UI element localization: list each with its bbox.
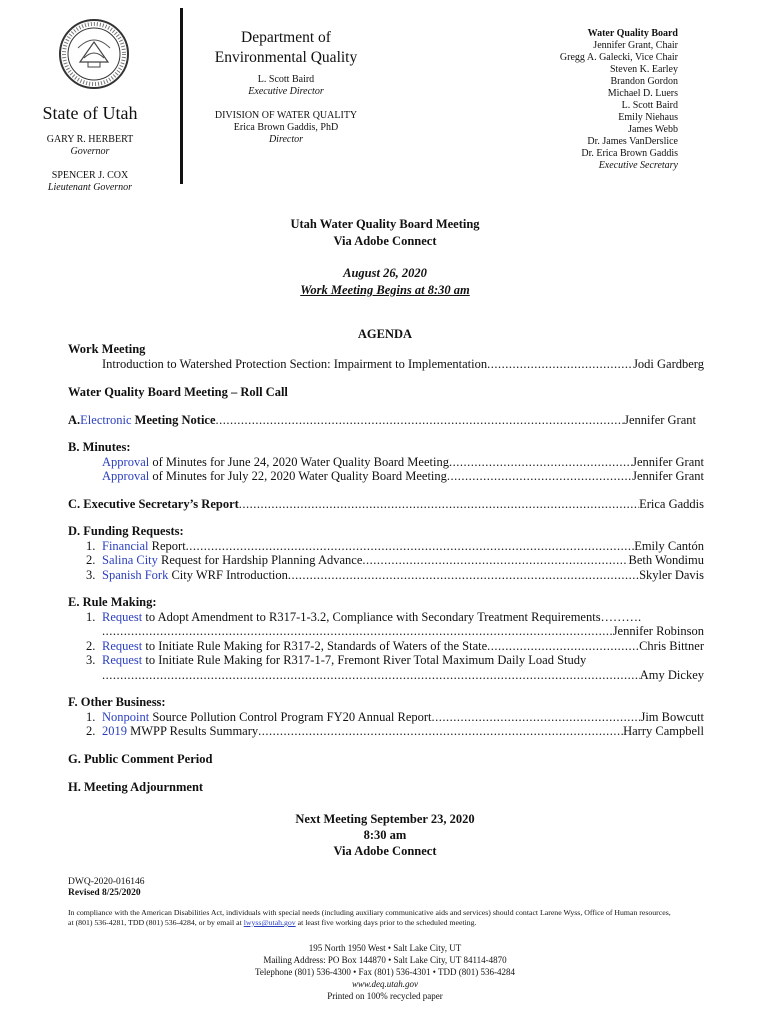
agenda-item [68, 639, 704, 654]
section-a-presenter: Jennifer Grant [624, 412, 696, 427]
section-a-prefix: A. [68, 412, 81, 427]
section-a-title: Meeting Notice [131, 412, 216, 427]
governor-name: GARY R. HERBERT [46, 134, 134, 145]
agenda-item-continuation [68, 668, 704, 683]
board-member: Dr. James VanDerslice [587, 136, 678, 147]
agenda-item-presenter: Skyler Davis [639, 567, 704, 582]
agenda-item-text: to Adopt Amendment to R317-1-3.2, Compliance with Secondary Treatment Requirements………. [142, 609, 642, 624]
agenda-item-text: of Minutes for June 24, 2020 Water Quality Board Meeting [149, 454, 449, 469]
agenda-item [68, 710, 704, 725]
leader-dots [102, 668, 640, 683]
section-f-heading: F. Other Business: [68, 695, 166, 709]
item-number: 3. [86, 567, 96, 582]
work-meeting-heading: Work Meeting [68, 342, 146, 356]
director-name: Erica Brown Gaddis, PhD [233, 122, 339, 133]
ada-notice [68, 908, 708, 928]
department-line2: Environmental Quality [214, 49, 358, 66]
meeting-via: Via Adobe Connect [333, 234, 437, 248]
agenda-item-link[interactable]: Nonpoint [102, 709, 150, 724]
leader-dots [449, 455, 632, 470]
agenda-item-presenter: Beth Wondimu [628, 553, 704, 567]
section-d-items [68, 539, 704, 583]
agenda-item-text: Report [148, 538, 186, 553]
next-meeting [0, 811, 770, 859]
next-meeting-date: Next Meeting September 23, 2020 [295, 812, 475, 826]
item-number: 1. [86, 709, 96, 724]
agenda-item-text: City WRF Introduction [168, 567, 288, 582]
agenda-item [68, 568, 704, 583]
meeting-title: Utah Water Quality Board Meeting [290, 217, 480, 231]
agenda-item-link[interactable]: Spanish Fork [102, 567, 169, 582]
agenda-item-text: Source Pollution Control Program FY20 Annual Report [149, 709, 432, 724]
exec-director-name: L. Scott Baird [257, 74, 315, 85]
work-item-text: Introduction to Watershed Protection Section: Impairment to Implementation [102, 356, 488, 371]
item-number: 2. [86, 724, 96, 738]
leader-dots [102, 624, 613, 639]
department-name [196, 28, 376, 68]
lt-governor-name: SPENCER J. COX [51, 170, 129, 181]
agenda-item-link[interactable]: 2019 [102, 724, 127, 738]
agenda-item-link[interactable]: Financial [102, 538, 149, 553]
section-b-heading: B. Minutes: [68, 440, 131, 454]
roll-call-heading: Water Quality Board Meeting – Roll Call [68, 385, 288, 399]
section-e-items [68, 610, 704, 683]
leader-dots [288, 568, 639, 583]
state-seal-icon [58, 18, 130, 90]
board-member: Gregg A. Galecki, Vice Chair [559, 52, 678, 63]
footer-address: 195 North 1950 West • Salt Lake City, UT [308, 943, 462, 953]
section-c-presenter: Erica Gaddis [639, 496, 704, 511]
board-member: Jennifer Grant, Chair [593, 40, 678, 51]
ada-email-link[interactable]: lwyss@utah.gov [243, 918, 296, 927]
agenda-item [68, 724, 704, 739]
division-name: DIVISION OF WATER QUALITY [214, 110, 358, 121]
item-number: 3. [86, 653, 96, 667]
work-meeting-item [68, 357, 704, 372]
lt-governor-title: Lieutenant Governor [47, 182, 133, 193]
agenda-item-link[interactable]: Approval [102, 469, 150, 483]
item-number: 2. [86, 638, 96, 653]
ada-notice-line2: at (801) 536-4281, TDD (801) 536-4284, or by email at [68, 918, 244, 927]
leader-dots [362, 553, 628, 568]
board-member: Brandon Gordon [610, 76, 678, 87]
agenda-item [68, 469, 704, 484]
section-c [68, 497, 704, 512]
footer-phone: Telephone (801) 536-4300 • Fax (801) 536-4301 • TDD (801) 536-4284 [255, 967, 515, 977]
doc-id: DWQ-2020-016146 [68, 877, 145, 887]
footer-mailing: Mailing Address: PO Box 144870 • Salt Lake City, UT 84114-4870 [263, 955, 507, 965]
board-member: James Webb [628, 124, 678, 135]
agenda-item-presenter: Jennifer Grant [632, 454, 704, 469]
ada-notice-line2-end: at least five working days prior to the scheduled meeting. [295, 918, 477, 927]
exec-director-title: Executive Director [248, 86, 324, 97]
ada-notice-line1: In compliance with the American Disabilities Act, individuals with special needs (including auxiliary communicative aids and services) should contact Larene Wyss, Office of Human resources, [68, 908, 671, 917]
leader-dots [432, 710, 641, 725]
agenda-item-text: of Minutes for July 22, 2020 Water Quality Board Meeting [149, 469, 447, 483]
agenda-item-text: MWPP Results Summary [127, 724, 259, 738]
board-list [500, 28, 678, 172]
section-b-items [68, 455, 704, 484]
board-member: Emily Niehaus [618, 112, 678, 123]
agenda-item [68, 653, 704, 668]
leader-dots [487, 639, 639, 654]
leader-dots [239, 497, 639, 512]
agenda-item-link[interactable]: Request [102, 653, 143, 667]
agenda-item-presenter: Amy Dickey [639, 667, 704, 682]
item-number: 1. [86, 538, 96, 553]
section-d-heading: D. Funding Requests: [68, 524, 184, 538]
board-heading: Water Quality Board [587, 28, 678, 39]
agenda-item-presenter: Emily Cantón [634, 538, 704, 553]
board-member: Michael D. Luers [607, 88, 678, 99]
leader-dots [487, 357, 633, 372]
board-member: Dr. Erica Brown Gaddis [581, 148, 678, 159]
agenda-item-link[interactable]: Salina City [102, 553, 158, 567]
section-h-heading: H. Meeting Adjournment [68, 780, 204, 794]
board-secretary-title: Executive Secretary [598, 160, 678, 171]
work-item-presenter: Jodi Gardberg [633, 356, 704, 371]
agenda-item-presenter: Chris Bittner [639, 638, 704, 653]
agenda-item [68, 539, 704, 554]
agenda-item-text: to Initiate Rule Making for R317-1-7, Fremont River Total Maximum Daily Load Study [142, 653, 587, 667]
next-meeting-time: 8:30 am [363, 828, 407, 842]
item-number: 1. [86, 609, 96, 624]
electronic-link[interactable]: Electronic [80, 412, 132, 427]
agenda-item [68, 553, 704, 568]
item-number: 2. [86, 553, 96, 567]
board-member: Steven K. Earley [609, 64, 678, 75]
agenda-item-presenter: Harry Campbell [623, 724, 704, 738]
section-a [68, 413, 704, 428]
meeting-date: August 26, 2020 [343, 266, 427, 280]
footer-printed: Printed on 100% recycled paper [327, 991, 443, 1001]
director-title: Director [268, 134, 304, 145]
footer-website[interactable]: www.deq.utah.gov [351, 979, 419, 989]
state-name: State of Utah [42, 103, 138, 123]
board-member: L. Scott Baird [621, 100, 678, 111]
leader-dots [186, 539, 635, 554]
next-meeting-via: Via Adobe Connect [333, 844, 437, 858]
work-meeting-time: Work Meeting Begins at 8:30 am [300, 283, 470, 297]
agenda-item-presenter: Jim Bowcutt [640, 709, 704, 724]
agenda-item-continuation [68, 624, 704, 639]
letterhead-divider [180, 8, 183, 184]
section-e-heading: E. Rule Making: [68, 595, 157, 609]
governor-title: Governor [70, 146, 110, 157]
section-g-heading: G. Public Comment Period [68, 751, 213, 766]
board-members [500, 40, 678, 160]
agenda-item [68, 455, 704, 470]
department-line1: Department of [241, 29, 331, 46]
leader-dots [447, 469, 632, 484]
agenda-item-text: Request for Hardship Planning Advance [157, 553, 363, 567]
footer [0, 942, 770, 1002]
agenda-item [68, 610, 704, 625]
section-f-items [68, 710, 704, 739]
leader-dots [258, 724, 623, 739]
section-c-heading: C. Executive Secretary’s Report [68, 496, 239, 511]
agenda-item-link[interactable]: Request [102, 638, 143, 653]
agenda-heading: AGENDA [357, 327, 413, 341]
agenda-item-presenter: Jennifer Robinson [612, 624, 704, 638]
agenda-item-text: to Initiate Rule Making for R317-2, Standards of Waters of the State [142, 638, 488, 653]
agenda-item-link[interactable]: Approval [102, 454, 150, 469]
agenda-body [68, 342, 704, 795]
agenda-item-presenter: Jennifer Grant [632, 469, 704, 483]
revised-date: Revised 8/25/2020 [68, 888, 141, 898]
agenda-item-link[interactable]: Request [102, 609, 143, 624]
leader-dots [216, 413, 625, 428]
